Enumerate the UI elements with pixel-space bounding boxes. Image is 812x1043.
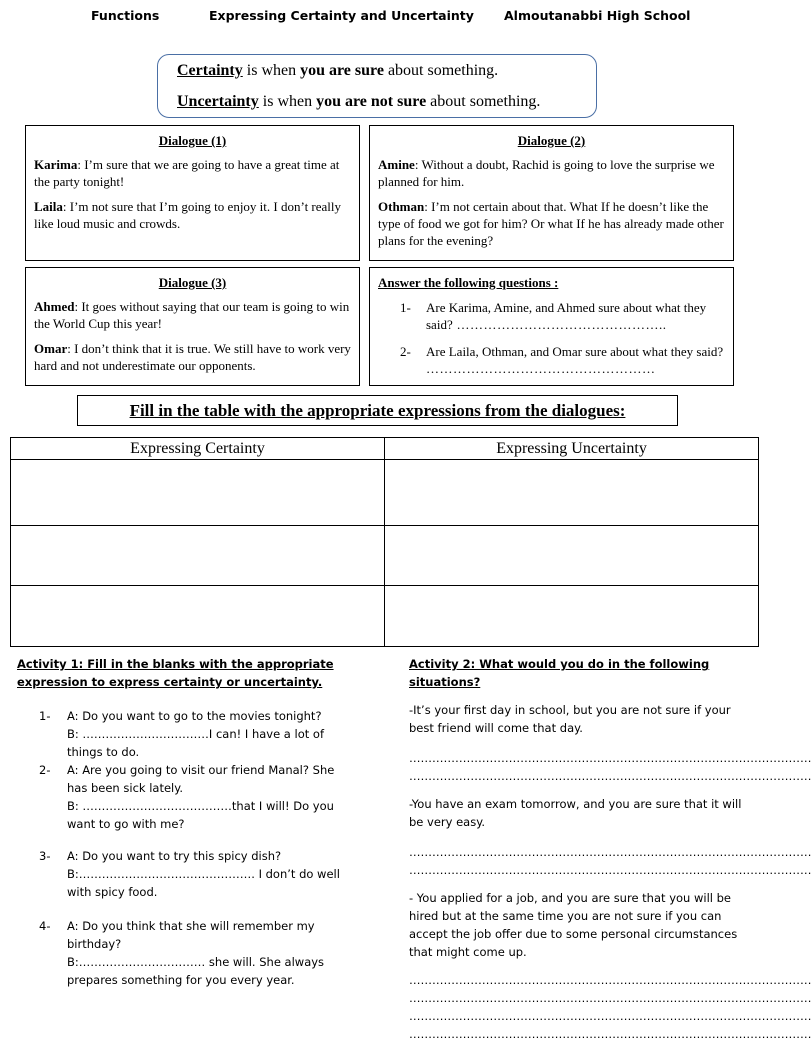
dialogue-line: Amine: Without a doubt, Rachid is going to love the surprise we planned for him. [378,157,715,189]
answer-line[interactable]: …………………………………………………………………………………………… [409,991,812,1005]
uncertainty-cell[interactable] [385,586,759,647]
situation-1: -It’s your first day in school, but you are not sure if your best friend will come that day. [409,703,731,735]
certainty-cell[interactable] [11,460,385,526]
activity-2-title: Activity 2: What would you do in the following situations? [409,657,710,689]
dialogue-line: Laila: I’m not sure that I’m going to enjoy it. I don’t really like loud music and crowds. [34,199,342,231]
uncertainty-cell[interactable] [385,460,759,526]
questions-box [369,267,734,386]
dialogue-3-box [25,267,360,386]
dialogue-1-box [25,125,360,261]
dialogue-line: Ahmed: It goes without saying that our team is going to win the World Cup this year! [34,299,350,331]
dialogue-line: Omar: I don’t think that it is true. We still have to work very hard and not underestimate our opponents. [34,341,351,373]
activity-1 [17,655,347,989]
uncertainty-column-header: Expressing Uncertainty [385,438,759,460]
certainty-cell[interactable] [11,526,385,586]
answer-line[interactable]: …………………………………………………………………………………………… [409,863,812,877]
questions-title: Answer the following questions : [378,275,559,290]
certainty-column-header: Expressing Certainty [11,438,385,460]
certainty-cell[interactable] [11,586,385,647]
dialogue-title: Dialogue (2) [517,133,586,148]
activity-1-title: Activity 1: Fill in the blanks with the appropriate expression to express certainty or uncertainty. [17,657,334,689]
question-item: 1- Are Karima, Amine, and Ahmed sure about what they said? ……………………………………….. [400,300,707,332]
situation-2: -You have an exam tomorrow, and you are sure that it will be very easy. [409,797,742,829]
dialogue-title: Dialogue (1) [158,133,227,148]
answer-line[interactable]: …………………………………………………………………………………………… [409,1009,812,1023]
activity-1-item: 1- A: Do you want to go to the movies tonight? B: ……………………………I can! I have a lot of things to do. [39,709,324,759]
situation-3: - You applied for a job, and you are sure that you will be hired but at the same time you are not sure if you can accept the job offer due to some personal circumstances that might come up. [409,891,738,959]
answer-line[interactable]: …………………………………………………………………………………………… [409,1027,812,1041]
activity-1-item: 4- A: Do you think that she will remember my birthday? B:…………………………… she will. She always prepares something for you every year. [39,919,325,987]
dialogue-line: Othman: I’m not certain about that. What If he doesn’t like the type of food we got for him? Or what If he has already made other plans for the evening? [378,199,724,248]
dialogue-line: Karima: I’m sure that we are going to have a great time at the party tonight! [34,157,340,189]
uncertainty-definition: Uncertainty is when you are not sure about something. [177,93,541,110]
activity-1-item: 2- A: Are you going to visit our friend Manal? She has been sick lately. B: …………………………………that I will! Do you want to go with me? [39,763,335,831]
answer-line[interactable]: …………………………………………………………………………………………… [409,751,812,765]
header-school: Almoutanabbi High School [504,8,691,23]
answer-line[interactable]: …………………………………………………………………………………………… [409,769,812,783]
question-item: 2- Are Laila, Othman, and Omar sure about what they said? …………………………………………… [400,344,724,376]
activity-1-item: 3- A: Do you want to try this spicy dish? B:………………………………………. I don’t do well with spicy food. [39,849,340,899]
dialogue-2-box [369,125,734,261]
header-subject: Functions [91,8,160,23]
activity-2 [409,655,812,1043]
answer-line[interactable]: …………………………………………………………………………………………… [409,845,812,859]
fill-instruction: Fill in the table with the appropriate expressions from the dialogues: [77,395,678,426]
definition-box [157,54,597,118]
expressions-table [10,437,759,647]
dialogue-title: Dialogue (3) [158,275,227,290]
header-topic: Expressing Certainty and Uncertainty [209,8,474,23]
uncertainty-cell[interactable] [385,526,759,586]
certainty-definition: Certainty is when you are sure about something. [177,62,499,79]
answer-line[interactable]: …………………………………………………………………………………………… [409,973,812,987]
